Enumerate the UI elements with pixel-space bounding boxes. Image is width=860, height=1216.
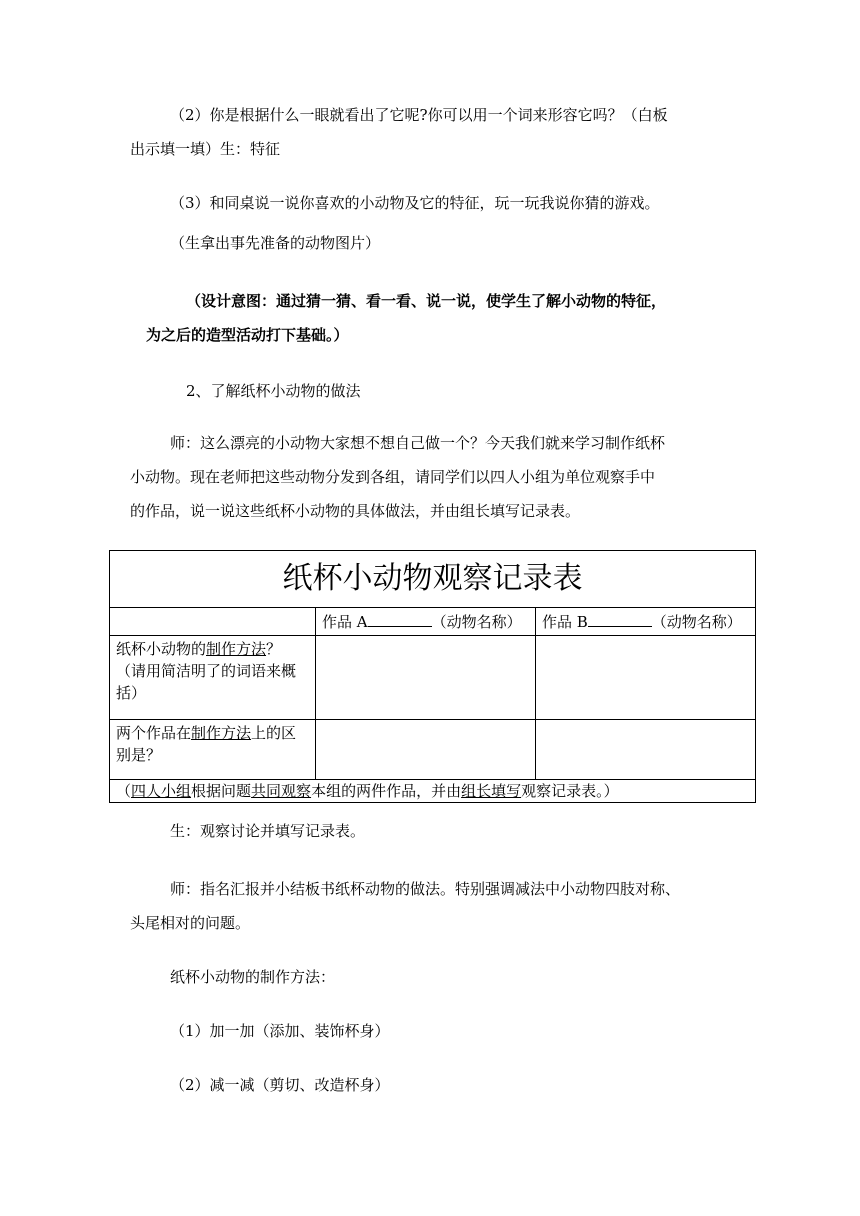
teacher-paragraph-line3: 的作品，说一说这些纸杯小动物的具体做法，并由组长填写记录表。 bbox=[130, 502, 581, 520]
paragraph-question-2: （2）你是根据什么一眼就看出了它呢?你可以用一个词来形容它吗？（白板 bbox=[170, 106, 668, 124]
section-heading-2: 2、了解纸杯小动物的做法 bbox=[186, 382, 361, 400]
student-paragraph: 生：观察讨论并填写记录表。 bbox=[170, 822, 366, 840]
table-footnote: （四人小组根据问题共同观察本组的两件作品，并由组长填写观察记录表。） bbox=[110, 780, 756, 803]
cell-difference-a[interactable] bbox=[316, 720, 536, 780]
methods-title: 纸杯小动物的制作方法： bbox=[170, 968, 336, 986]
observation-record-table bbox=[109, 550, 756, 803]
table-row-difference-question: 两个作品在制作方法上的区别是？ bbox=[110, 720, 316, 780]
paragraph-question-2-cont: 出示填一填）生：特征 bbox=[130, 140, 281, 158]
method-add: （1）加一加（添加、装饰杯身） bbox=[170, 1022, 390, 1040]
method-subtract: （2）减一减（剪切、改造杯身） bbox=[170, 1076, 390, 1094]
paragraph-question-3: （3）和同桌说一说你喜欢的小动物及它的特征，玩一玩我说你猜的游戏。 bbox=[170, 194, 660, 212]
teacher-summary-line1: 师：指名汇报并小结板书纸杯动物的做法。特别强调减法中小动物四肢对称、 bbox=[170, 880, 681, 898]
work-a-name-blank[interactable] bbox=[368, 610, 432, 627]
table-title: 纸杯小动物观察记录表 bbox=[110, 551, 756, 608]
table-header-work-a: 作品 A （动物名称） bbox=[316, 608, 536, 636]
cell-method-b[interactable] bbox=[536, 636, 756, 720]
teacher-paragraph-line2: 小动物。现在老师把这些动物分发到各组，请同学们以四人小组为单位观察手中 bbox=[130, 468, 656, 486]
cell-method-a[interactable] bbox=[316, 636, 536, 720]
cell-difference-b[interactable] bbox=[536, 720, 756, 780]
teacher-paragraph-line1: 师：这么漂亮的小动物大家想不想自己做一个？今天我们就来学习制作纸杯 bbox=[170, 434, 666, 452]
table-header-work-b: 作品 B （动物名称） bbox=[536, 608, 756, 636]
work-b-name-blank[interactable] bbox=[588, 610, 652, 627]
table-header-empty bbox=[110, 608, 316, 636]
table-row-method-question: 纸杯小动物的制作方法？（请用简洁明了的词语来概括） bbox=[110, 636, 316, 720]
teacher-summary-line2: 头尾相对的问题。 bbox=[130, 914, 251, 932]
paragraph-student-pictures: （生拿出事先准备的动物图片） bbox=[170, 234, 381, 252]
design-intent-line2: 为之后的造型活动打下基础。） bbox=[146, 326, 349, 344]
design-intent-line1: （设计意图：通过猜一猜、看一看、说一说，使学生了解小动物的特征， bbox=[186, 292, 667, 310]
